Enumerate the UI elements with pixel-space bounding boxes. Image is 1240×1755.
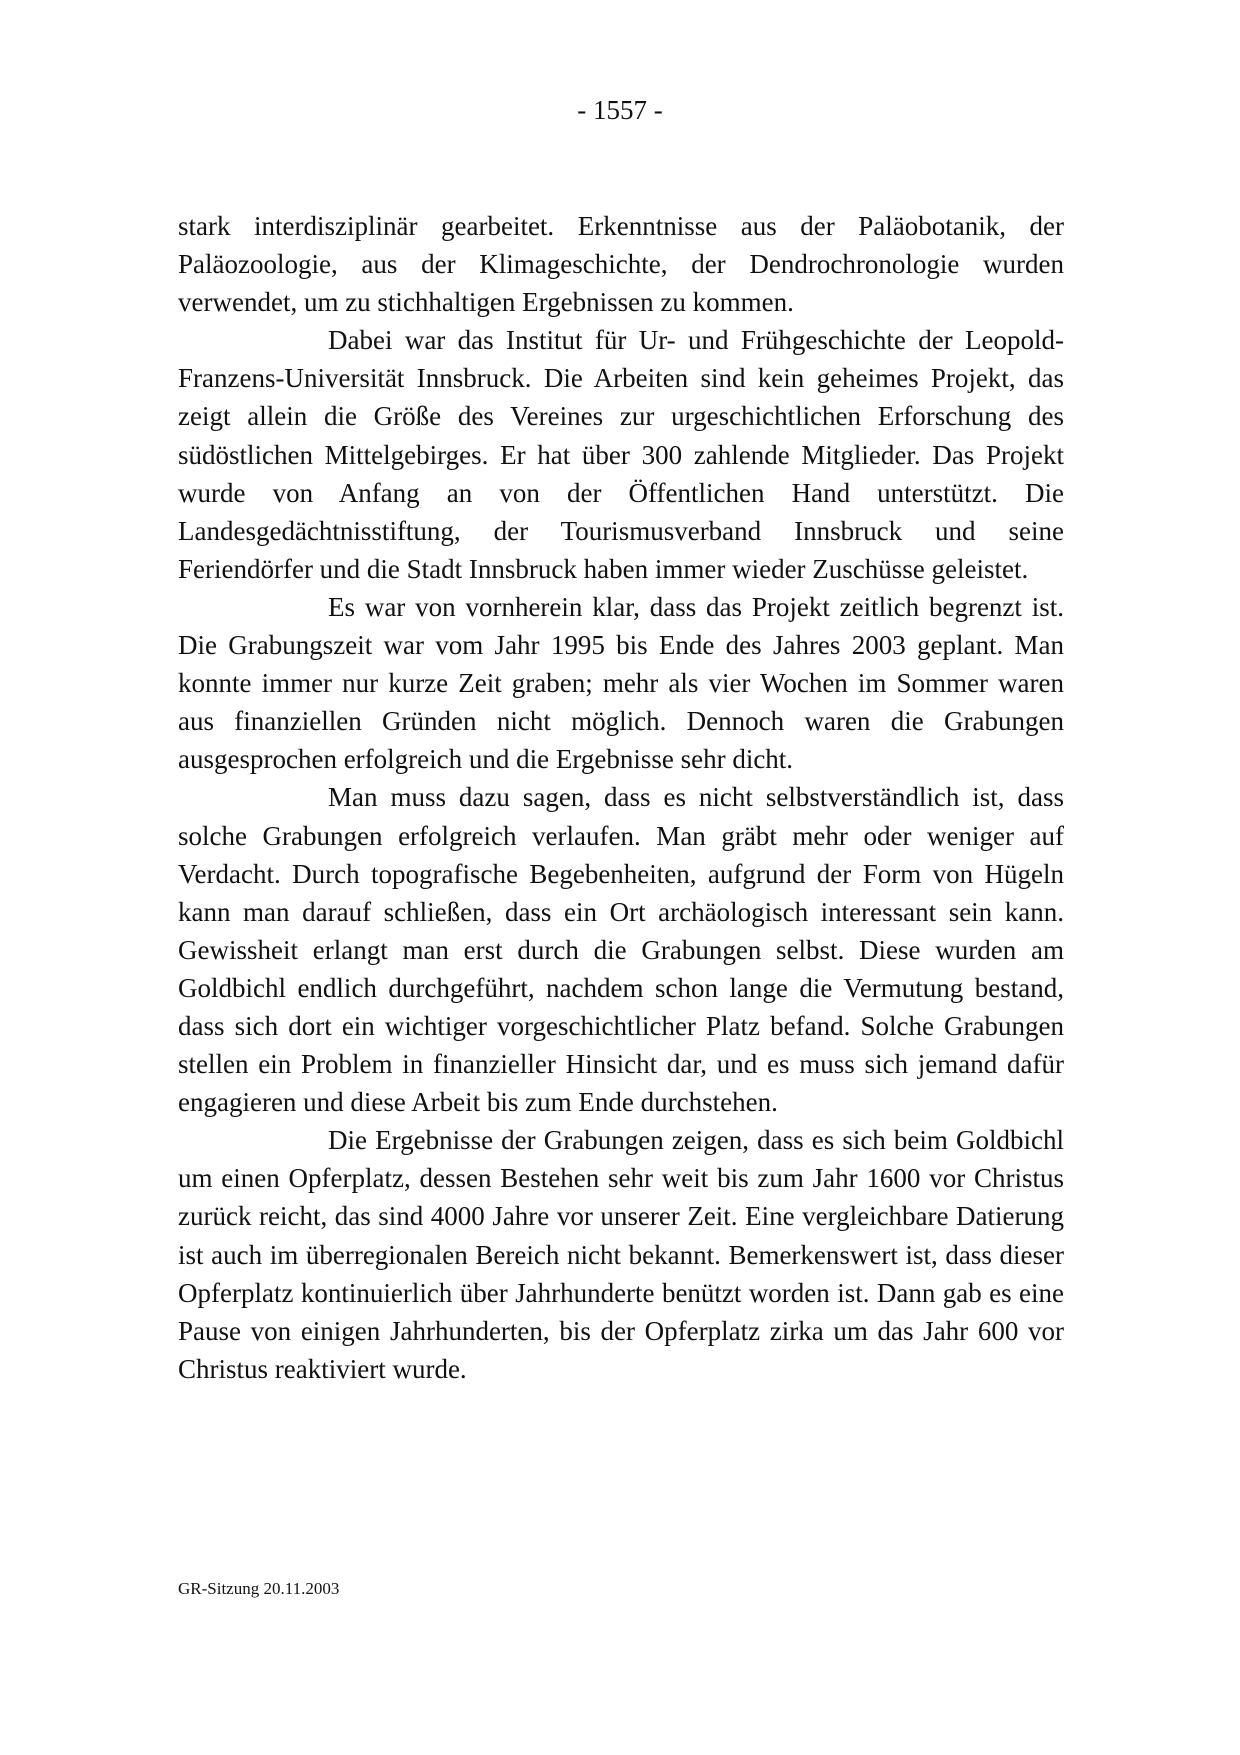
paragraph-verdacht: Man muss dazu sagen, dass es nicht selbstverständlich ist, dass solche Grabungen erfolgreich verlaufen. Man gräbt mehr oder weniger auf Verdacht. Durch topografische Begebenheiten, aufgrund der Form von Hügeln kann man darauf schließen, dass ein Ort archäologisch interessant sein kann. Gewissheit erlangt man erst durch die Grabungen selbst. Diese wurden am Goldbichl endlich durchgeführt, nachdem schon lange die Vermutung bestand, dass sich dort ein wichtiger vorgeschichtlicher Platz befand. Solche Grabungen stellen ein Problem in finanzieller Hinsicht dar, und es muss sich jemand dafür engagieren und diese Arbeit bis zum Ende durchstehen. <box>178 782 1064 1118</box>
paragraph-institut: Dabei war das Institut für Ur- und Frühgeschichte der Leopold-Franzens-Universität Innsbruck. Die Arbeiten sind kein geheimes Projekt, das zeigt allein die Größe des Vereines zur urgeschichtlichen Erforschung des südöstlichen Mittelgebirges. Er hat über 300 zahlende Mitglieder. Das Projekt wurde von Anfang an von der Öffentlichen Hand unterstützt. Die Landesgedächtnisstiftung, der Tourismusverband Innsbruck und seine Feriendörfer und die Stadt Innsbruck haben immer wieder Zuschüsse geleistet. <box>178 325 1064 584</box>
paragraph-grabungszeit: Es war von vornherein klar, dass das Projekt zeitlich begrenzt ist. Die Grabungszeit war vom Jahr 1995 bis Ende des Jahres 2003 geplant. Man konnte immer nur kurze Zeit graben; mehr als vier Wochen im Sommer waren aus finanziellen Gründen nicht möglich. Dennoch waren die Grabungen ausgesprochen erfolgreich und die Ergebnisse sehr dicht. <box>178 591 1064 775</box>
paragraph-continuation: stark interdisziplinär gearbeitet. Erkenntnisse aus der Paläobotanik, der Paläozoologie, aus der Klimageschichte, der Dendrochronologie wurden verwendet, um zu stichhaltigen Ergebnissen zu kommen. <box>178 211 1064 318</box>
page-number: - 1557 - <box>577 95 663 125</box>
document-body <box>178 207 1064 1388</box>
paragraph-ergebnisse: Die Ergebnisse der Grabungen zeigen, dass es sich beim Goldbichl um einen Opferplatz, dessen Bestehen sehr weit bis zum Jahr 1600 vor Christus zurück reicht, das sind 4000 Jahre vor unserer Zeit. Eine vergleichbare Datierung ist auch im überregionalen Bereich nicht bekannt. Bemerkenswert ist, dass dieser Opferplatz kontinuierlich über Jahrhunderte benützt worden ist. Dann gab es eine Pause von einigen Jahrhunderten, bis der Opferplatz zirka um das Jahr 600 vor Christus reaktiviert wurde. <box>178 1125 1064 1384</box>
footer-session-date: GR-Sitzung 20.11.2003 <box>178 1579 340 1598</box>
